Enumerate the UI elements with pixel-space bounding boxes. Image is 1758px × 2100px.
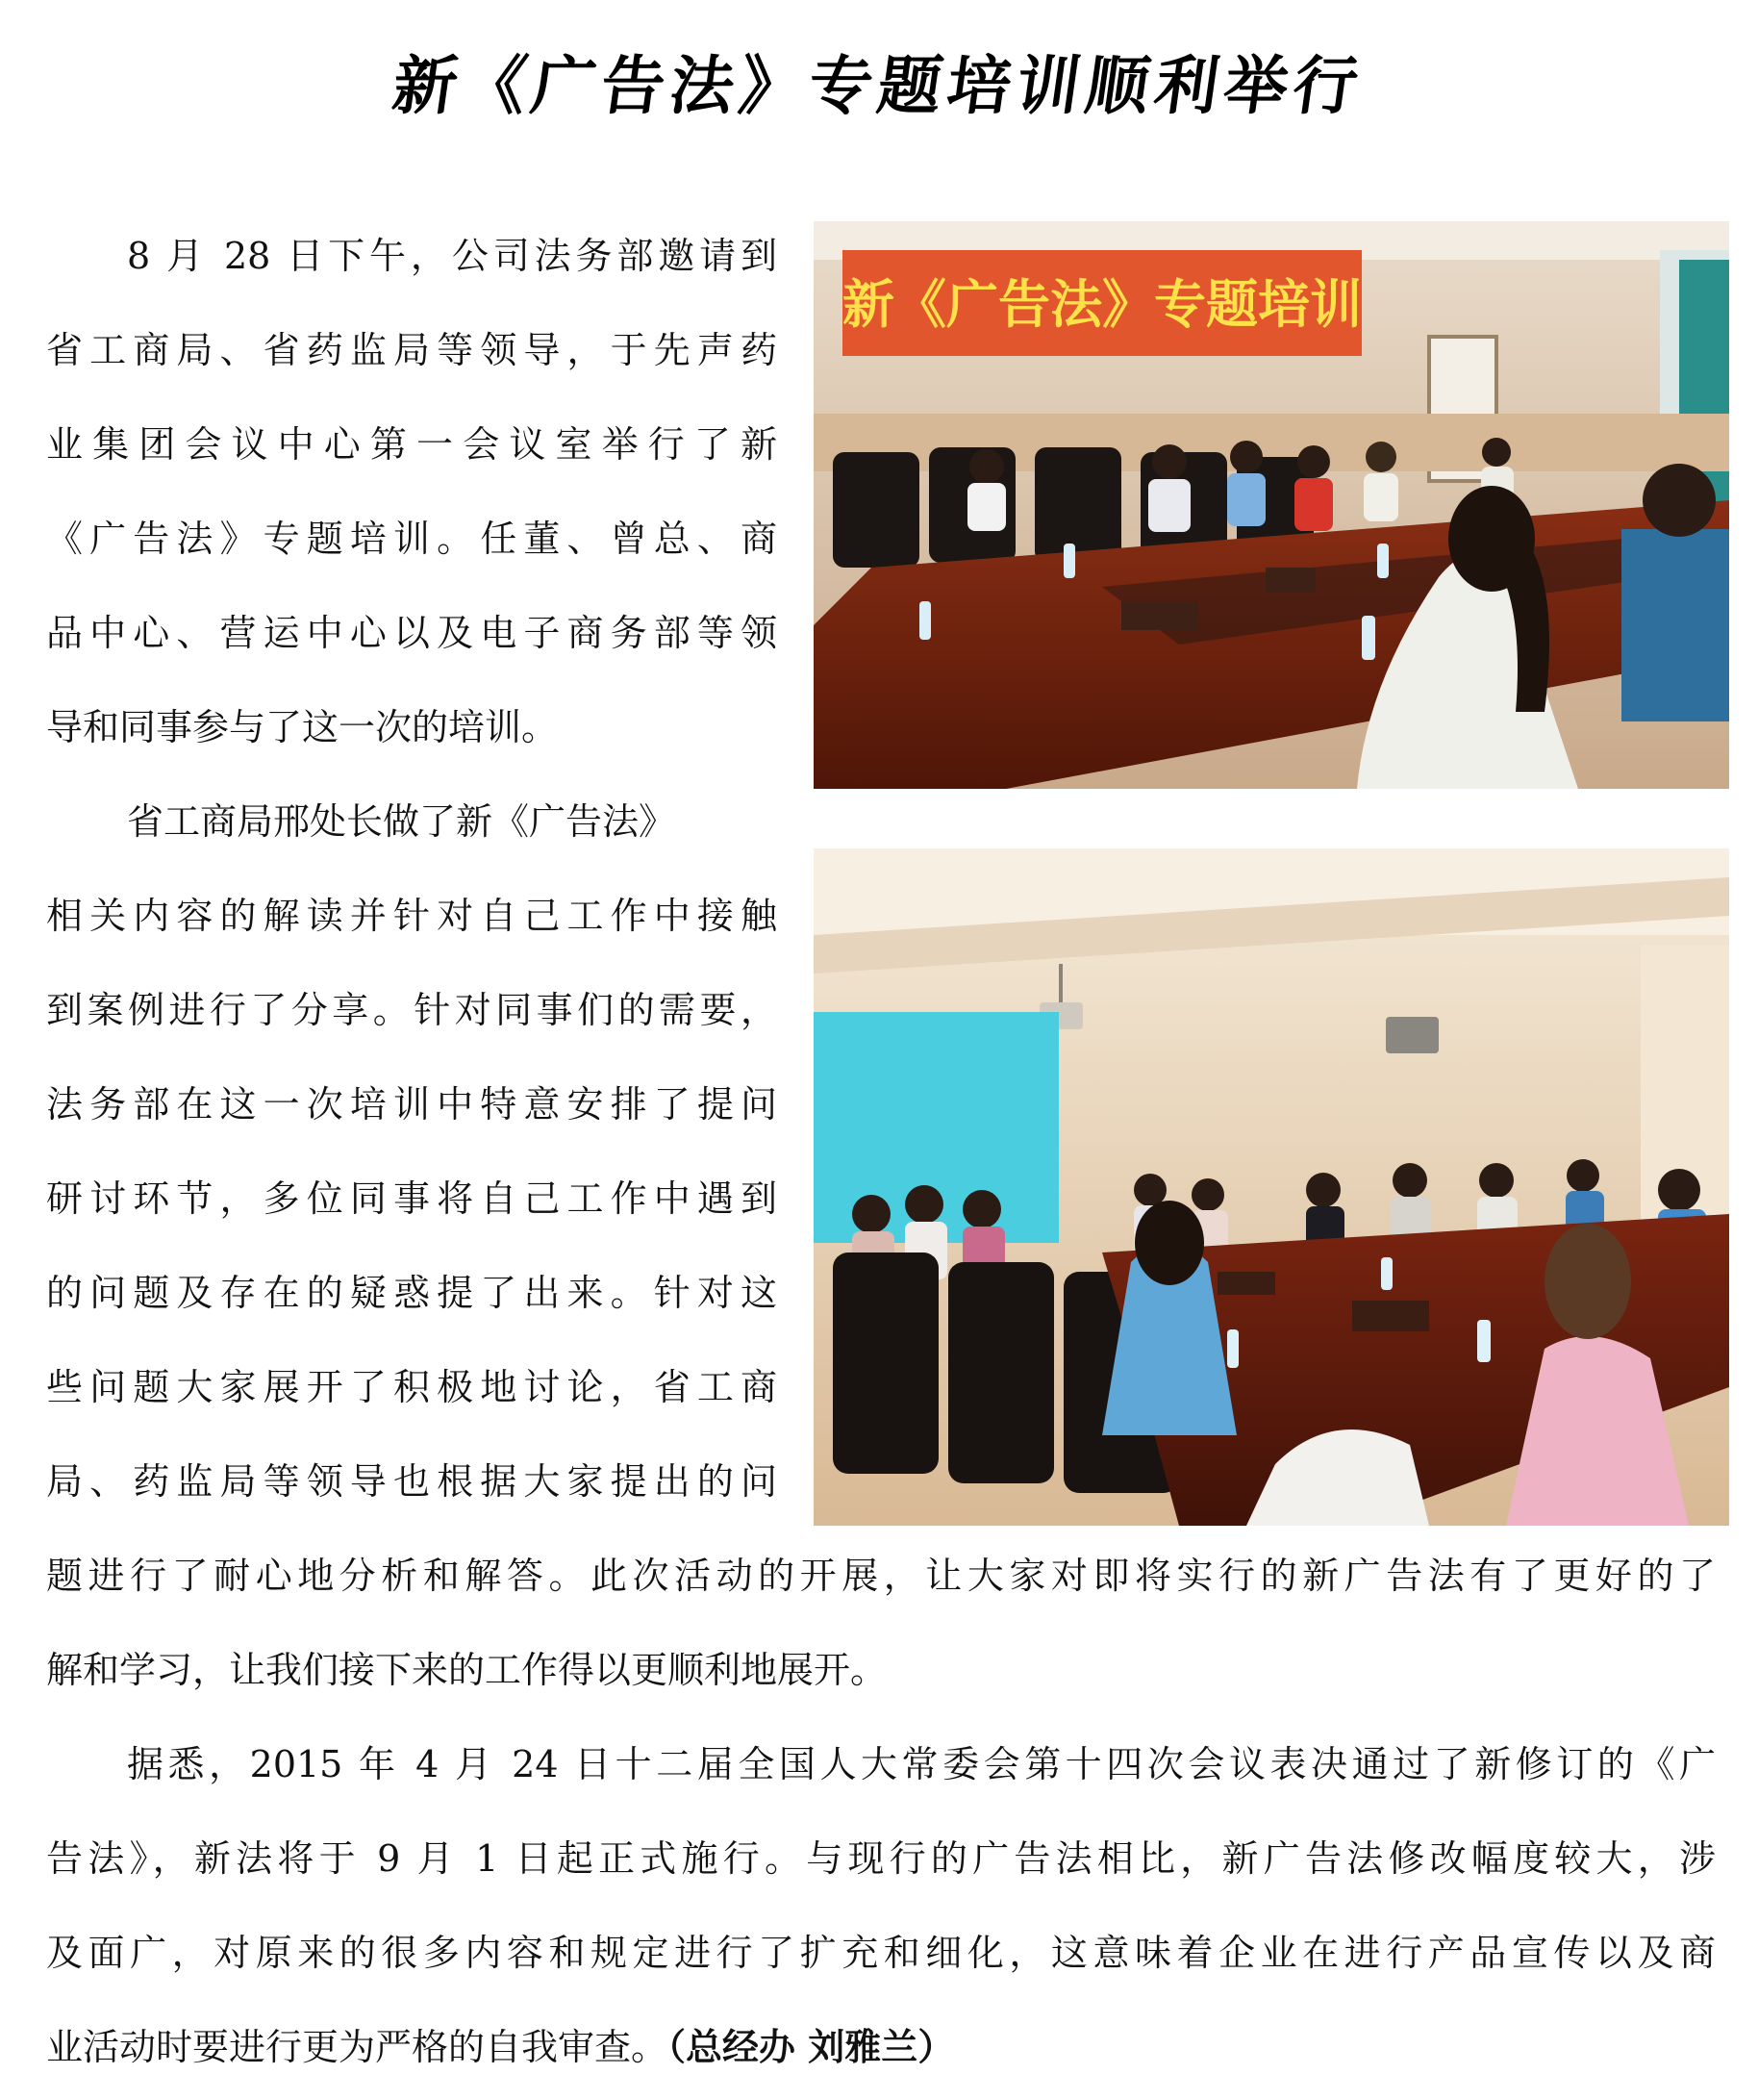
training-photo-2 <box>814 848 1729 1526</box>
para3-line-3: 及面广，对原来的很多内容和规定进行了扩充和细化，这意味着企业在进行产品宣传以及商 <box>46 1932 1716 1974</box>
meeting-room-illustration-2 <box>814 848 1729 1526</box>
para1-line-1: 8 月 28 日下午，公司法务部邀请到 <box>127 235 777 277</box>
para1-line-5: 品中心、营运中心以及电子商务部等领 <box>46 612 777 654</box>
para2-line-1: 省工商局邢处长做了新《广告法》 <box>127 800 676 843</box>
training-photo-1 <box>814 221 1729 789</box>
para1-line-3: 业集团会议中心第一会议室举行了新 <box>46 423 777 466</box>
para2-line-8: 局、药监局等领导也根据大家提出的问 <box>46 1460 777 1503</box>
para1-line-4: 《广告法》专题培训。任董、曾总、商 <box>46 518 777 560</box>
para2-line-4: 法务部在这一次培训中特意安排了提问 <box>46 1083 777 1126</box>
para2-line-9: 题进行了耐心地分析和解答。此次活动的开展，让大家对即将实行的新广告法有了更好的了 <box>46 1555 1716 1597</box>
para1-line-6: 导和同事参与了这一次的培训。 <box>46 706 559 748</box>
para3-line-2: 告法》，新法将于 9 月 1 日起正式施行。与现行的广告法相比，新广告法修改幅度较大，涉 <box>46 1837 1716 1880</box>
para2-line-10: 解和学习，让我们接下来的工作得以更顺利地展开。 <box>46 1649 888 1691</box>
para3-line-4-text: 业活动时要进行更为严格的自我审查。 <box>46 2026 668 2068</box>
meeting-room-illustration-1 <box>814 221 1729 789</box>
para2-line-5: 研讨环节，多位同事将自己工作中遇到 <box>46 1177 777 1220</box>
para2-line-7: 些问题大家展开了积极地讨论，省工商 <box>46 1366 777 1408</box>
para2-line-2: 相关内容的解读并针对自己工作中接触 <box>46 895 777 937</box>
para1-line-2: 省工商局、省药监局等领导，于先声药 <box>46 329 777 371</box>
para2-line-3: 到案例进行了分享。针对同事们的需要， <box>46 989 777 1031</box>
para3-line-4 <box>46 2024 954 2070</box>
author-byline: （总经办 刘雅兰） <box>667 2026 955 2068</box>
para2-line-6: 的问题及存在的疑惑提了出来。针对这 <box>46 1272 777 1314</box>
para3-line-1: 据悉，2015 年 4 月 24 日十二届全国人大常委会第十四次会议表决通过了新修订的《广 <box>127 1743 1716 1785</box>
article-title: 新《广告法》专题培训顺利举行 <box>388 49 1369 123</box>
banner-text: 新《广告法》专题培训 <box>842 274 1362 335</box>
